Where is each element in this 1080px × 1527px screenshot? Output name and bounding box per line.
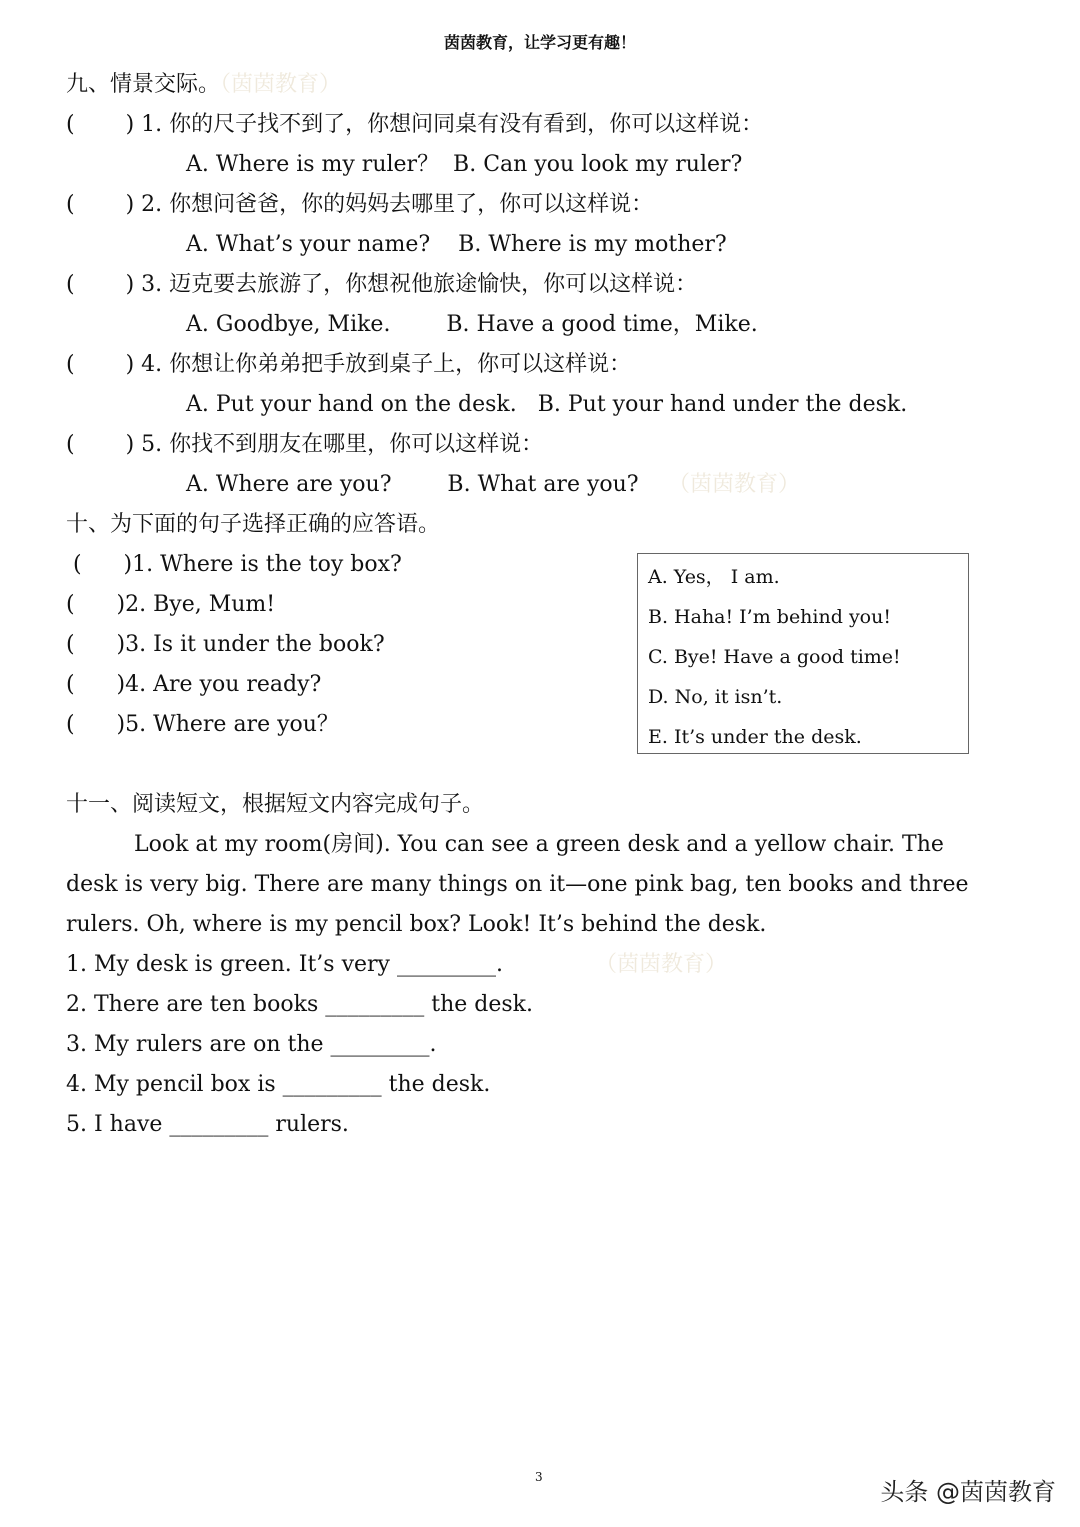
fill-blank-item: 2. There are ten books _________ the desk. — [66, 992, 533, 1017]
passage-line: rulers. Oh, where is my pencil box? Look! It’s behind the desk. — [66, 912, 767, 937]
fill-blank-item: 3. My rulers are on the _________. — [66, 1032, 437, 1057]
section-9-title — [66, 70, 341, 100]
page-header: 茵茵教育，让学习更有趣！ — [443, 33, 636, 52]
fill-blank-item: 5. I have _________ rulers. — [66, 1112, 349, 1137]
question: ( ) 3. 迈克要去旅游了，你想祝他旅途愉快，你可以这样说： — [66, 272, 698, 297]
question: ( ) 5. 你找不到朋友在哪里，你可以这样说： — [66, 432, 544, 457]
fill-blank-item: 4. My pencil box is _________ the desk. — [66, 1072, 491, 1097]
page-number: 3 — [535, 1470, 543, 1484]
title-text: 九、情景交际。 — [66, 72, 221, 97]
answer-option: B. Haha! I’m behind you! — [648, 606, 891, 628]
watermark: （茵茵教育） — [220, 72, 342, 97]
passage-line: Look at my room(房间). You can see a green desk and a yellow chair. The — [134, 832, 944, 857]
question: ( )5. Where are you？ — [66, 712, 339, 737]
answer-options: A. Where is my ruler？ B. Can you look my ruler? — [186, 152, 743, 177]
question: ( ) 1. 你的尺子找不到了，你想问同桌有没有看到，你可以这样说： — [66, 112, 764, 137]
passage-line: desk is very big. There are many things on it—one pink bag, ten books and three — [66, 872, 969, 897]
question: ( )1. Where is the toy box? — [66, 552, 402, 577]
section-10-title: 十、为下面的句子选择正确的应答语。 — [66, 512, 441, 537]
watermark: （茵茵教育） — [595, 952, 728, 977]
question: ( ) 2. 你想问爸爸，你的妈妈去哪里了，你可以这样说： — [66, 192, 654, 217]
question: ( )3. Is it under the book? — [66, 632, 385, 657]
answer-option: C. Bye! Have a good time! — [648, 646, 901, 668]
question: ( ) 4. 你想让你弟弟把手放到桌子上，你可以这样说： — [66, 352, 632, 377]
section-11-title: 十一、阅读短文，根据短文内容完成句子。 — [66, 792, 485, 817]
answer-options: A. Where are you? B. What are you? — [186, 472, 639, 497]
answer-options: A. What’s your name? B. Where is my mother? — [186, 232, 727, 257]
answer-options-box — [637, 553, 969, 754]
footer-watermark: 头条 @茵茵教育 — [880, 1478, 1056, 1506]
answer-option: A. Yes， I am. — [648, 566, 780, 588]
answer-option: D. No, it isn’t. — [648, 686, 783, 708]
question: ( )4. Are you ready? — [66, 672, 322, 697]
answer-options: A. Put your hand on the desk. B. Put your hand under the desk. — [186, 392, 908, 417]
answer-option: E. It’s under the desk. — [648, 726, 862, 748]
fill-blank-item: 1. My desk is green. It’s very _________. — [66, 952, 503, 977]
watermark: （茵茵教育） — [668, 472, 801, 497]
answer-options: A. Goodbye, Mike. B. Have a good time，Mike. — [186, 312, 758, 337]
question: ( )2. Bye, Mum! — [66, 592, 276, 617]
